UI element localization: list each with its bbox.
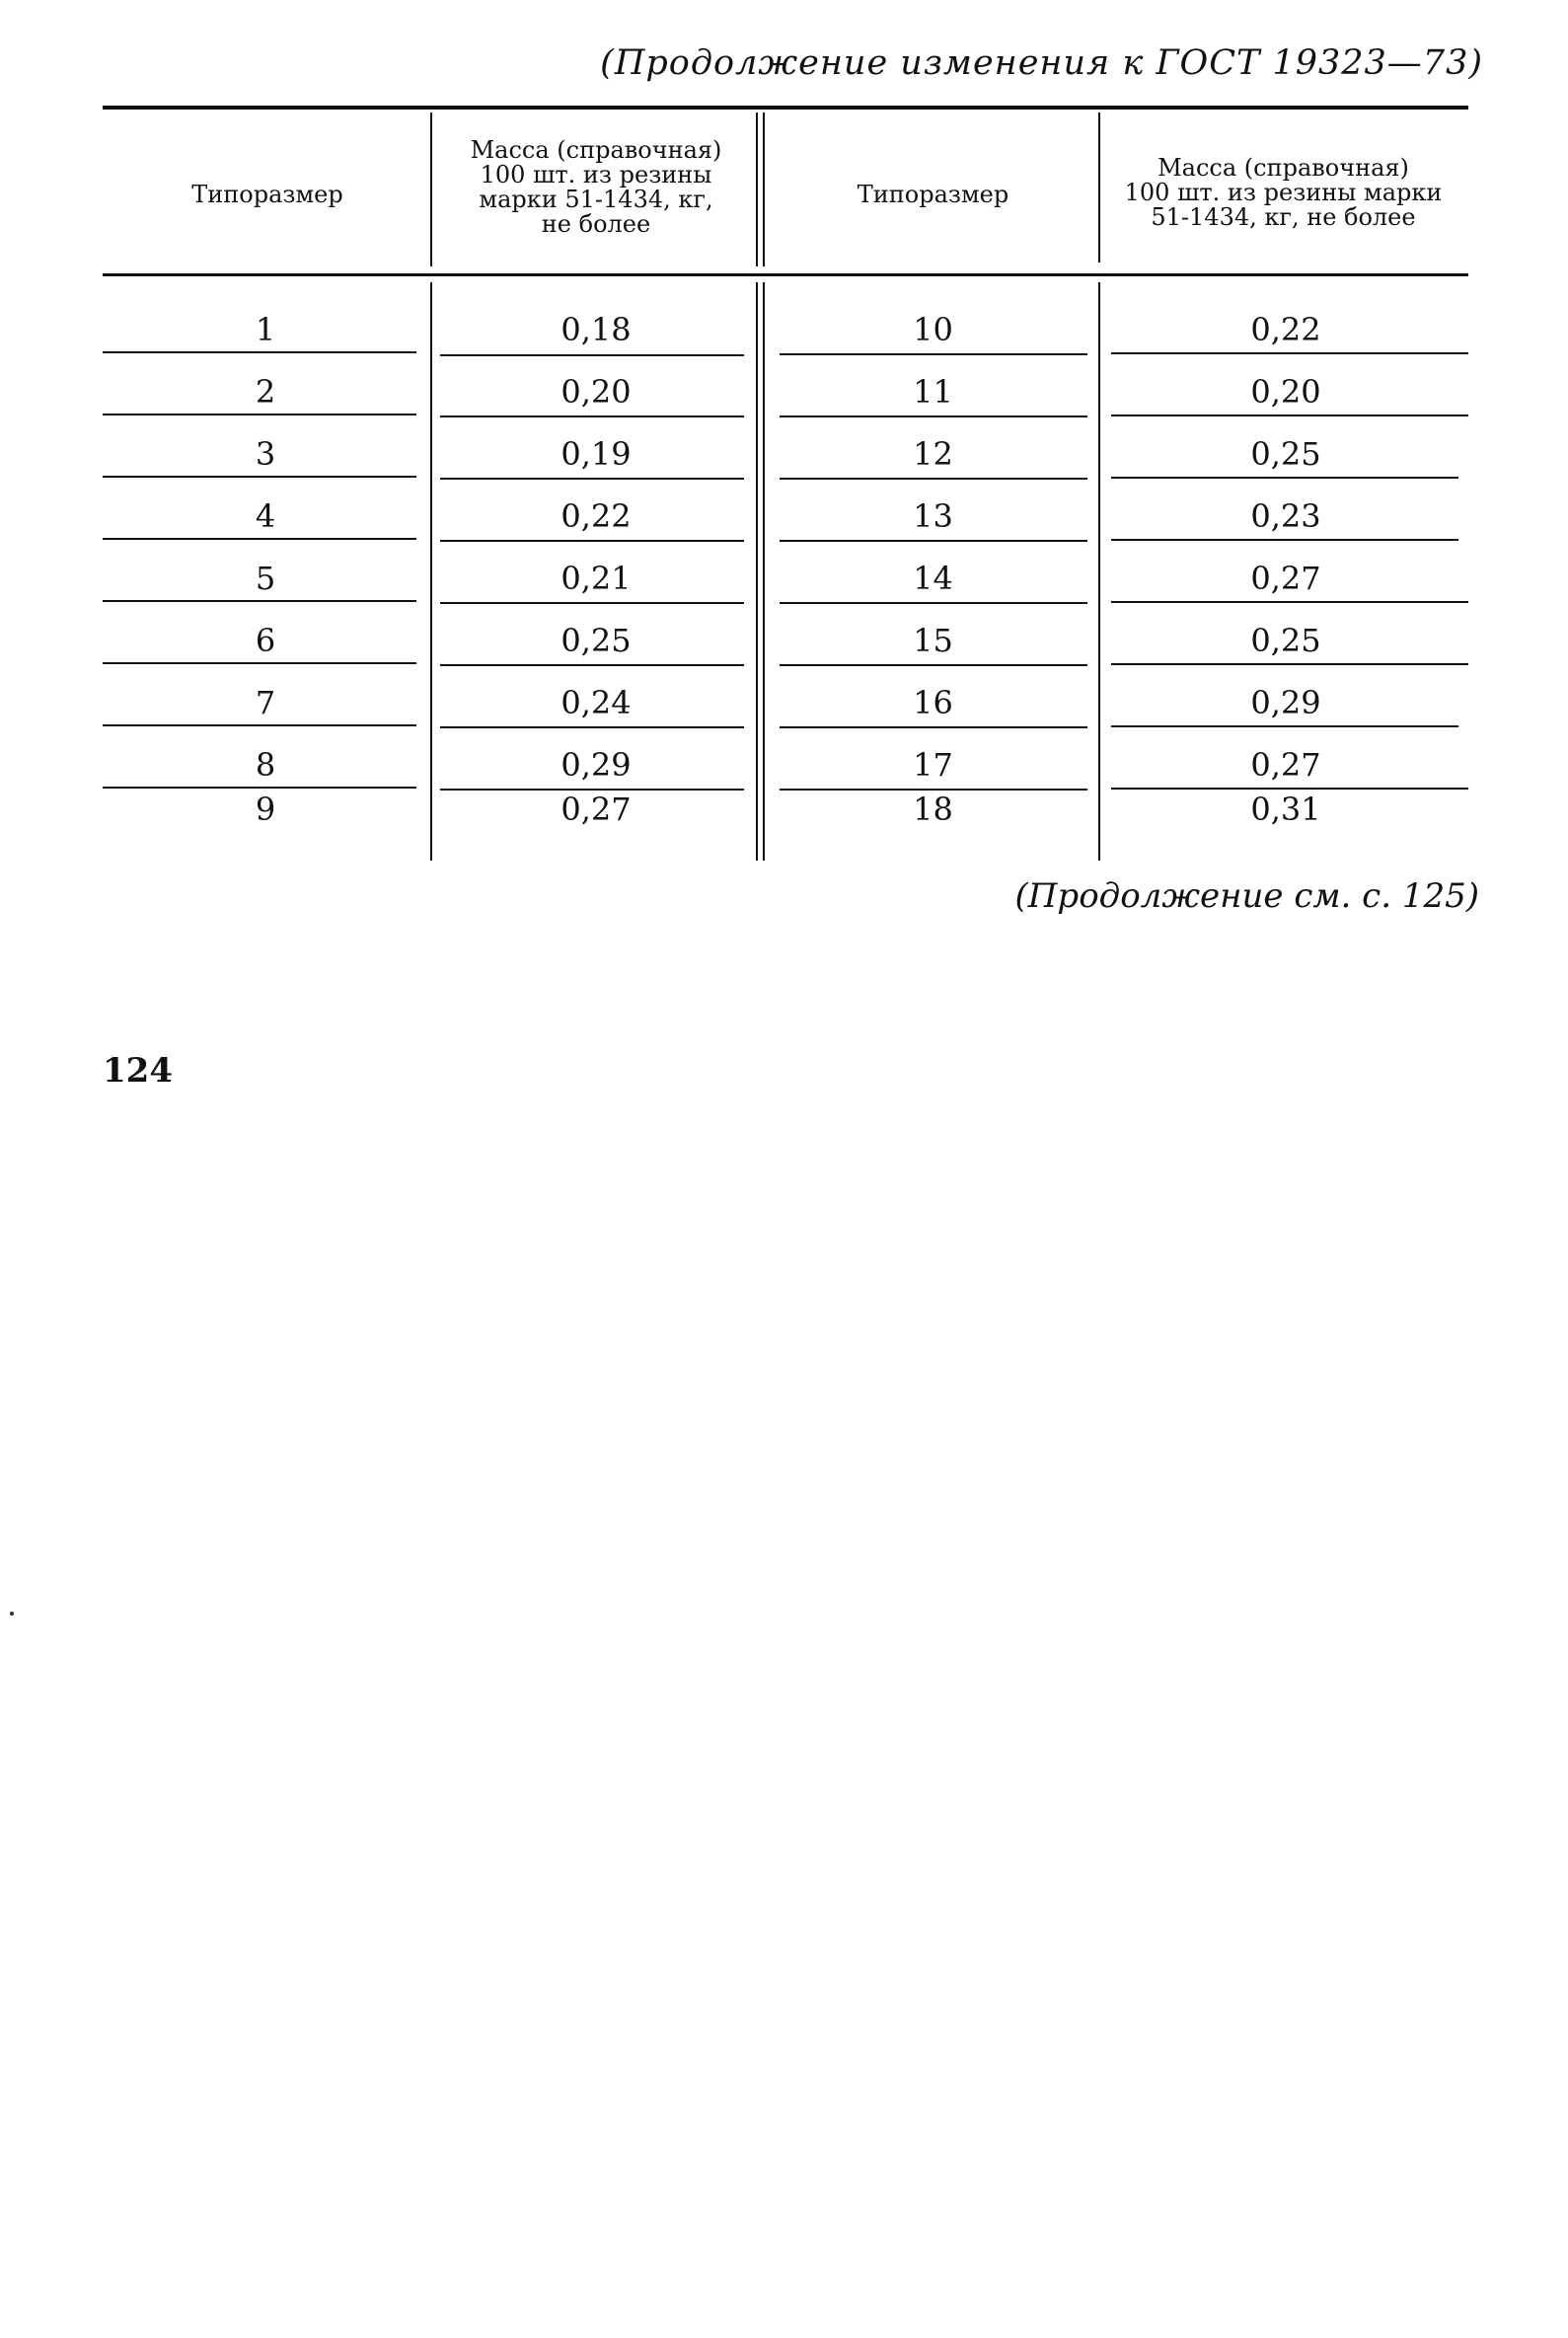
row-rule [103, 787, 416, 789]
size-cell: 6 [255, 622, 276, 659]
column-header-mass-right: Масса (справочная) 100 шт. из резины марки 51-1434, кг, не более [1124, 154, 1443, 231]
mass-cell: 0,22 [560, 497, 632, 535]
row-rule [103, 538, 416, 540]
row-rule [103, 600, 416, 602]
size-cell: 15 [913, 622, 953, 659]
mass-cell: 0,24 [560, 684, 632, 721]
row-rule [1111, 539, 1458, 541]
size-cell: 17 [913, 746, 953, 784]
mass-cell: 0,25 [1250, 622, 1321, 659]
row-rule [440, 478, 744, 480]
size-cell: 4 [255, 497, 276, 535]
mass-cell: 0,27 [1250, 746, 1321, 784]
row-rule [780, 415, 1087, 417]
size-cell: 12 [913, 435, 953, 473]
size-cell: 9 [255, 791, 276, 828]
mass-cell: 0,27 [1250, 560, 1321, 597]
mass-cell: 0,20 [560, 373, 632, 411]
row-rule [1111, 415, 1468, 416]
header-bottom-rule [103, 273, 1468, 276]
row-rule [440, 602, 744, 604]
mass-cell: 0,23 [1250, 497, 1321, 535]
page-number: 124 [103, 1051, 173, 1091]
mass-cell: 0,20 [1250, 373, 1321, 411]
size-cell: 8 [255, 746, 276, 784]
mass-cell: 0,25 [1250, 435, 1321, 473]
column-divider-1 [430, 113, 432, 266]
column-header-size-right: Типоразмер [857, 180, 1009, 208]
row-rule [1111, 601, 1468, 603]
row-rule [780, 353, 1087, 355]
row-rule [1111, 725, 1458, 727]
mass-cell: 0,29 [1250, 684, 1321, 721]
row-rule [440, 726, 744, 728]
header-note: (Продолжение изменения к ГОСТ 19323—73) [600, 43, 1483, 83]
size-cell: 10 [913, 311, 953, 348]
row-rule [780, 726, 1087, 728]
table-top-rule [103, 106, 1468, 110]
size-cell: 16 [913, 684, 953, 721]
footer-note: (Продолжение см. с. 125) [1014, 876, 1479, 916]
column-divider-3 [1098, 113, 1100, 263]
row-rule [103, 414, 416, 415]
column-header-mass-left: Масса (справочная) 100 шт. из резины марки 51-1434, кг, не более [470, 136, 722, 238]
row-rule [780, 478, 1087, 480]
row-rule [440, 540, 744, 542]
mass-cell: 0,18 [560, 311, 632, 348]
row-rule [440, 415, 744, 417]
row-rule [103, 662, 416, 664]
mass-cell: 0,31 [1250, 791, 1321, 828]
row-rule [103, 476, 416, 478]
row-rule [103, 724, 416, 726]
size-cell: 13 [913, 497, 953, 535]
size-cell: 7 [255, 684, 276, 721]
row-rule [780, 664, 1087, 666]
row-rule [1111, 352, 1468, 354]
column-header-size-left: Типоразмер [191, 180, 343, 208]
row-rule [103, 351, 416, 353]
row-rule [440, 664, 744, 666]
size-cell: 3 [255, 435, 276, 473]
speck-mark [10, 1612, 14, 1616]
column-divider-double-a [756, 113, 758, 266]
mass-cell: 0,29 [560, 746, 632, 784]
mass-cell: 0,25 [560, 622, 632, 659]
size-cell: 18 [913, 791, 953, 828]
column-divider-double-b [763, 113, 765, 266]
mass-cell: 0,27 [560, 791, 632, 828]
mass-cell: 0,21 [560, 560, 632, 597]
row-rule [1111, 663, 1468, 665]
size-cell: 1 [255, 311, 276, 348]
row-rule [780, 540, 1087, 542]
row-rule [1111, 477, 1458, 479]
size-cell: 14 [913, 560, 953, 597]
mass-cell: 0,19 [560, 435, 632, 473]
column-divider-double-b [763, 282, 765, 861]
size-cell: 2 [255, 373, 276, 411]
column-divider-double-a [756, 282, 758, 861]
column-divider-1 [430, 282, 432, 861]
row-rule [440, 354, 744, 356]
size-cell: 5 [255, 560, 276, 597]
size-cell: 11 [913, 373, 953, 411]
row-rule [780, 602, 1087, 604]
column-divider-3 [1098, 282, 1100, 861]
mass-cell: 0,22 [1250, 311, 1321, 348]
